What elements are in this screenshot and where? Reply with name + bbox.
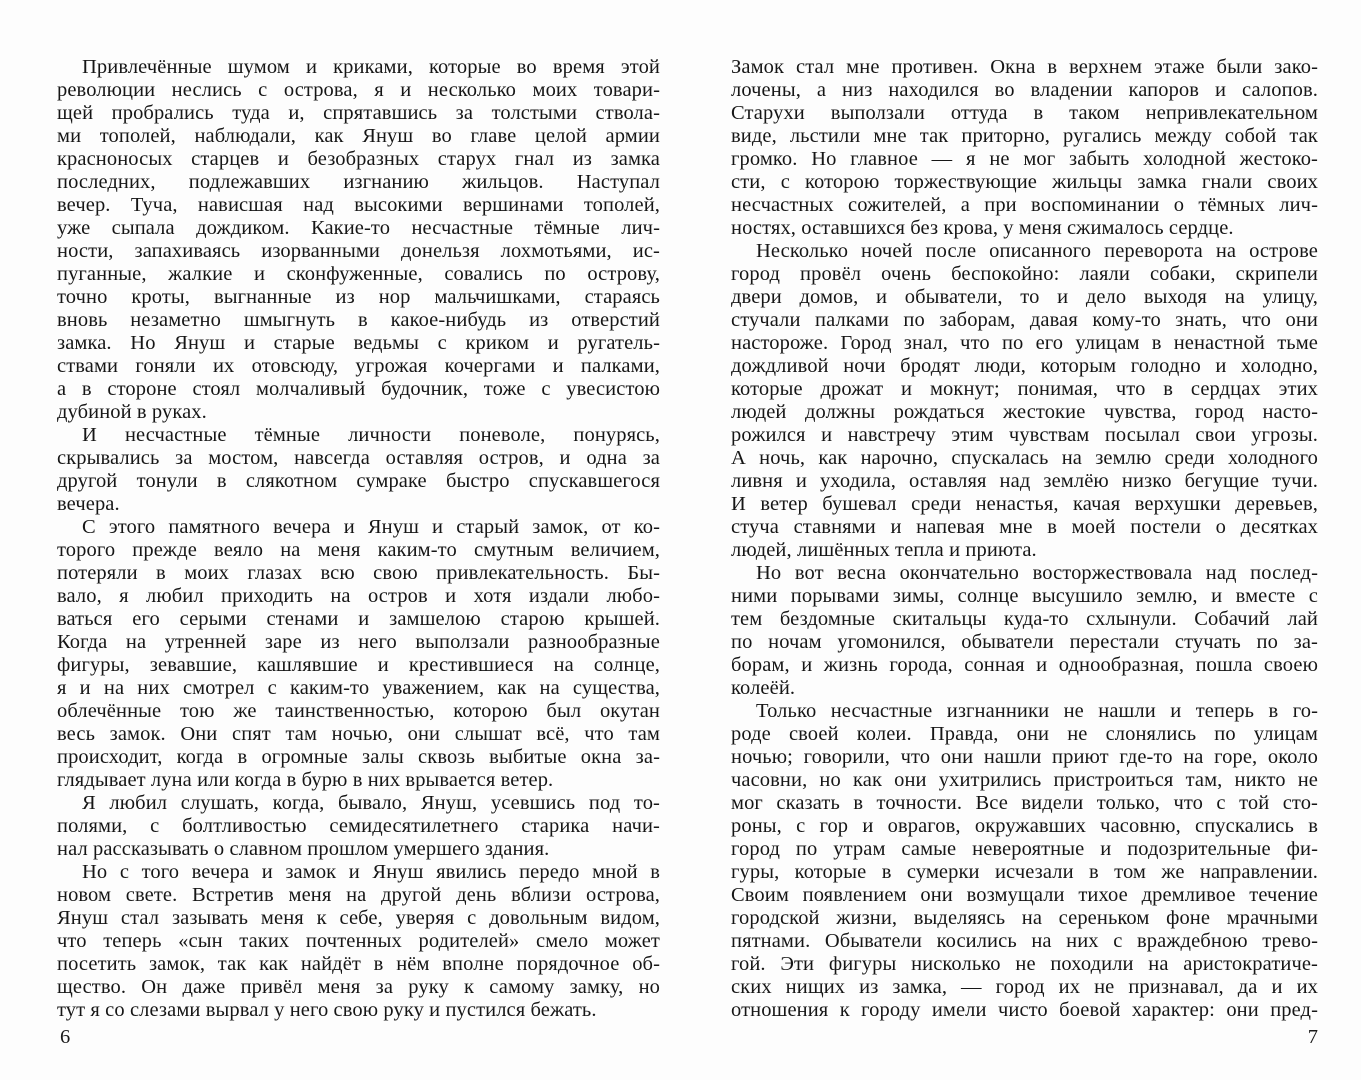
- text-line: тут я со слезами вырвал у него свою руку и пустился бежать.: [57, 999, 597, 1021]
- text-line: С этого памятного вечера и Януш и старый замок, от ко-: [82, 516, 660, 538]
- right-page-text: [731, 56, 1318, 1022]
- text-line: потеряли в моих глазах всю свою привлекательность. Бы-: [57, 562, 660, 584]
- text-line: людей должны рождаться жестокие чувства, город насто-: [731, 401, 1318, 423]
- text-line: стучали палками по заборам, давая кому-то знать, что они: [731, 309, 1318, 331]
- text-line: ми тополей, наблюдали, как Януш во главе целой армии: [57, 125, 660, 147]
- text-line: город по утрам самые невероятные и подозрительные фи-: [731, 838, 1318, 860]
- text-line: город провёл очень беспокойно: лаяли собаки, скрипели: [731, 263, 1318, 285]
- text-line: часовни, но как они ухитрились пристроиться там, никто не: [731, 769, 1318, 791]
- text-line: Януш стал зазывать меня к себе, уверяя с довольным видом,: [57, 907, 660, 929]
- text-line: роны, с гор и оврагов, окружавших часовню, спускались в: [731, 815, 1318, 837]
- text-line: гуры, которые в сумерки исчезали в том же направлении.: [731, 861, 1318, 883]
- text-line: ливня и уходила, оставляя над землёю низко бегущие тучи.: [731, 470, 1318, 492]
- text-line: что теперь «сын таких почтенных родителей» смело может: [57, 930, 660, 952]
- text-line: сти, с которою торжествующие жильцы замка гнали своих: [731, 171, 1318, 193]
- text-line: скрывались за мостом, навсегда оставляя остров, и одна за: [57, 447, 660, 469]
- text-line: торого прежде веяло на меня каким-то смутным величием,: [57, 539, 660, 561]
- text-line: ских нищих из замка, — город их не признавал, да и их: [731, 976, 1318, 998]
- text-line: колеёй.: [731, 677, 796, 699]
- text-line: ностях, оставшихся без крова, у меня сжималось сердце.: [731, 217, 1234, 239]
- text-line: посетить замок, так как найдёт в нём вполне порядочное об-: [57, 953, 660, 975]
- text-line: нал рассказывать о славном прошлом умершего здания.: [57, 838, 550, 860]
- text-line: по ночам угомонился, обыватели перестали стучать по за-: [731, 631, 1318, 653]
- text-line: мог сказать в точности. Все видели только, что с той сто-: [731, 792, 1318, 814]
- text-line: пуганные, жалкие и сконфуженные, совались по острову,: [57, 263, 660, 285]
- text-line: красноносых старцев и безобразных старух гнал из замка: [57, 148, 660, 170]
- text-line: двери домов, и обыватели, то и дело выходя на улицу,: [731, 286, 1318, 308]
- text-line: И несчастные тёмные личности поневоле, понурясь,: [82, 424, 660, 446]
- text-line: Привлечённые шумом и криками, которые во время этой: [82, 56, 660, 78]
- text-line: тем бездомные скитальцы куда-то схлынули. Собачий лай: [731, 608, 1318, 630]
- text-line: Несколько ночей после описанного переворота на острове: [756, 240, 1318, 262]
- text-line: происходит, когда в огромные залы сквозь выбитые окна за-: [57, 746, 660, 768]
- text-line: стуча ставнями и напевая мне в моей постели о десятках: [731, 516, 1318, 538]
- text-line: уже сыпала дождиком. Какие-то несчастные тёмные лич-: [57, 217, 660, 239]
- left-page: [0, 0, 680, 1080]
- text-line: Только несчастные изгнанники не нашли и теперь в го-: [756, 700, 1318, 722]
- text-line: щество. Он даже привёл меня за руку к самому замку, но: [57, 976, 660, 998]
- text-line: облечённые тою же таинственностью, которою был окутан: [57, 700, 660, 722]
- text-line: щей пробрались туда и, спрятавшись за толстыми ствола-: [57, 102, 660, 124]
- text-line: точно кроты, выгнанные из нор мальчишками, стараясь: [57, 286, 660, 308]
- text-line: новом свете. Встретив меня на другой день вблизи острова,: [57, 884, 660, 906]
- text-line: людей, лишённых тепла и приюта.: [731, 539, 1037, 561]
- text-line: А ночь, как нарочно, спускалась на землю среди холодного: [731, 447, 1318, 469]
- text-line: другой тонули в слякотном сумраке быстро спускавшегося: [57, 470, 660, 492]
- text-line: Когда на утренней заре из него выползали разнообразные: [57, 631, 660, 653]
- text-line: настороже. Город знал, что по его улицам в ненастной тьме: [731, 332, 1318, 354]
- text-line: фигуры, зевавшие, кашлявшие и крестившиеся на солнце,: [57, 654, 660, 676]
- text-line: Старухи выползали оттуда в таком непривлекательном: [731, 102, 1318, 124]
- text-line: дубиной в руках.: [57, 401, 207, 423]
- left-page-text: [57, 56, 660, 1022]
- text-line: лочены, а низ находился во владении капоров и салопов.: [731, 79, 1318, 101]
- text-line: революции неслись с острова, я и несколько моих товари-: [57, 79, 660, 101]
- text-line: Своим появлением они возмущали тихое дремливое течение: [731, 884, 1318, 906]
- text-line: пятнами. Обыватели косились на них с враждебною трево-: [731, 930, 1318, 952]
- text-line: ночью; говорили, что они нашли приют где-то на горе, около: [731, 746, 1318, 768]
- text-line: гой. Эти фигуры нисколько не походили на аристократиче-: [731, 953, 1318, 975]
- right-page: [680, 0, 1361, 1080]
- right-page-number: 7: [1307, 1026, 1318, 1048]
- text-line: ности, запахиваясь изорванными донельзя лохмотьями, ис-: [57, 240, 660, 262]
- text-line: виде, льстили мне так приторно, ругались между собой так: [731, 125, 1318, 147]
- text-line: ствами гоняли их отовсюду, угрожая кочергами и палками,: [57, 355, 660, 377]
- text-line: ними порывами зимы, солнце высушило землю, и вместе с: [731, 585, 1318, 607]
- text-line: И ветер бушевал среди ненастья, качая верхушки деревьев,: [731, 493, 1318, 515]
- text-line: вало, я любил приходить на остров и хотя издали любо-: [57, 585, 660, 607]
- text-line: глядывает луна или когда в бурю в них врывается ветер.: [57, 769, 554, 791]
- text-line: полями, с болтливостью семидесятилетнего старика начи-: [57, 815, 660, 837]
- text-line: вечера.: [57, 493, 120, 515]
- text-line: я и на них смотрел с каким-то уважением, как на существа,: [57, 677, 660, 699]
- left-page-number: 6: [60, 1026, 71, 1048]
- text-line: отношения к городу имели чисто боевой характер: они пред-: [731, 999, 1318, 1021]
- text-line: рожился и навстречу этим чувствам посылал свои угрозы.: [731, 424, 1318, 446]
- text-line: вновь незаметно шмыгнуть в какое-нибудь из отверстий: [57, 309, 660, 331]
- text-line: ваться его серыми стенами и замшелою старою крышей.: [57, 608, 660, 630]
- text-line: Но вот весна окончательно восторжествовала над послед-: [756, 562, 1318, 584]
- text-line: борам, и жизнь города, сонная и однообразная, пошла своею: [731, 654, 1318, 676]
- text-line: Замок стал мне противен. Окна в верхнем этаже были зако-: [731, 56, 1318, 78]
- text-line: громко. Но главное — я не мог забыть холодной жестоко-: [731, 148, 1318, 170]
- text-line: вечер. Туча, нависшая над высокими вершинами тополей,: [57, 194, 660, 216]
- text-line: дождливой ночи бродят люди, которым голодно и холодно,: [731, 355, 1318, 377]
- text-line: последних, подлежавших изгнанию жильцов. Наступал: [57, 171, 660, 193]
- text-line: которые дрожат и мокнут; понимая, что в сердцах этих: [731, 378, 1318, 400]
- text-line: замка. Но Януш и старые ведьмы с криком и ругатель-: [57, 332, 660, 354]
- text-line: роде своей колеи. Правда, они не слонялись по улицам: [731, 723, 1318, 745]
- text-line: Но с того вечера и замок и Януш явились передо мной в: [82, 861, 660, 883]
- text-line: несчастных сожителей, а при воспоминании о тёмных лич-: [731, 194, 1318, 216]
- text-line: а в стороне стоял молчаливый будочник, тоже с увесистою: [57, 378, 660, 400]
- text-line: Я любил слушать, когда, бывало, Януш, усевшись под то-: [82, 792, 660, 814]
- text-line: весь замок. Они спят там ночью, они слышат всё, что там: [57, 723, 660, 745]
- text-line: городской жизни, выделяясь на сереньком фоне мрачными: [731, 907, 1318, 929]
